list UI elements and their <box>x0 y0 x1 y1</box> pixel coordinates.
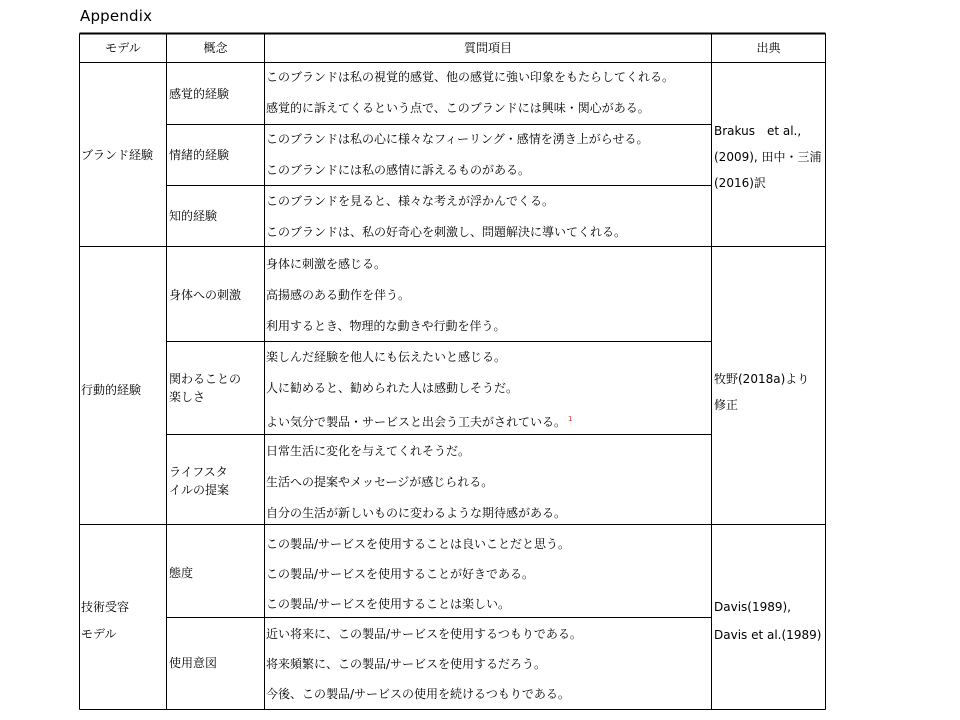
concept-enjoyment-line2: 楽しさ <box>169 390 206 404</box>
header-items: 質問項目 <box>463 41 512 55</box>
source-brakus-line2: (2009), 田中・三浦 <box>714 150 822 164</box>
source-brakus-line1: Brakus et al., <box>714 124 802 138</box>
question-item: このブランドには私の感情に訴えるものがある。 <box>266 163 531 177</box>
header-source: 出典 <box>756 41 781 55</box>
concept-intention: 使用意図 <box>169 656 218 670</box>
question-item: 身体に刺激を感じる。 <box>266 257 387 271</box>
question-item: 近い将来に、この製品/サービスを使用するつもりである。 <box>266 627 582 641</box>
model-tam-line2: モデル <box>81 627 117 641</box>
concept-lifestyle-line2: イルの提案 <box>169 483 230 497</box>
source-davis-line2: Davis et al.(1989) <box>714 628 822 642</box>
model-behavioral-experience: 行動的経験 <box>81 383 142 397</box>
question-item-with-footnote <box>266 412 572 430</box>
question-item: このブランドは私の視覚的感覚、他の感覚に強い印象をもたらしてくれる。 <box>266 70 675 84</box>
header-model: モデル <box>105 41 141 55</box>
concept-lifestyle-line1: ライフスタ <box>169 465 228 479</box>
question-item: 人に勧めると、勧められた人は感動しそうだ。 <box>266 381 519 395</box>
page-title: Appendix <box>80 7 153 25</box>
question-item: 自分の生活が新しいものに変わるような期待感がある。 <box>266 506 567 520</box>
model-tam-line1: 技術受容 <box>81 600 130 614</box>
concept-intellectual: 知的経験 <box>169 209 218 223</box>
question-item: 利用するとき、物理的な動きや行動を伴う。 <box>266 319 506 333</box>
source-makino-line1: 牧野(2018a)より <box>714 372 810 386</box>
question-item: このブランドは私の心に様々なフィーリング・感情を湧き上がらせる。 <box>266 132 649 146</box>
question-item: 将来頻繁に、この製品/サービスを使用するだろう。 <box>266 657 547 671</box>
question-item: 高揚感のある動作を伴う。 <box>266 288 411 302</box>
header-concept: 概念 <box>203 41 228 55</box>
question-item: この製品/サービスを使用することは良いことだと思う。 <box>266 537 571 551</box>
question-item: 楽しんだ経験を他人にも伝えたいと感じる。 <box>266 350 507 364</box>
footnote-mark: 1 <box>568 415 573 423</box>
question-item-text: よい気分で製品・サービスと出会う工夫がされている。 <box>266 415 567 429</box>
question-item: この製品/サービスを使用することは楽しい。 <box>266 597 511 611</box>
question-item: 日常生活に変化を与えてくれそうだ。 <box>266 444 471 458</box>
question-item: 生活への提案やメッセージが感じられる。 <box>266 475 494 489</box>
concept-sensory: 感覚的経験 <box>169 87 230 101</box>
question-item: この製品/サービスを使用することが好きである。 <box>266 567 535 581</box>
concept-bodily-stimulation: 身体への刺激 <box>169 288 242 302</box>
source-brakus-line3: (2016)訳 <box>714 176 766 190</box>
question-item: このブランドを見ると、様々な考えが浮かんでくる。 <box>266 194 555 208</box>
question-item: 感覚的に訴えてくるという点で、このブランドには興味・関心がある。 <box>266 101 650 115</box>
concept-enjoyment-line1: 関わることの <box>169 372 242 386</box>
model-brand-experience: ブランド経験 <box>81 148 154 162</box>
concept-attitude: 態度 <box>169 566 194 580</box>
question-item: このブランドは、私の好奇心を刺激し、問題解決に導いてくれる。 <box>266 225 627 239</box>
concept-emotional: 情緒的経験 <box>169 148 230 162</box>
source-makino-line2: 修正 <box>714 398 739 412</box>
question-item: 今後、この製品/サービスの使用を続けるつもりである。 <box>266 687 570 701</box>
source-davis-line1: Davis(1989), <box>714 600 791 614</box>
